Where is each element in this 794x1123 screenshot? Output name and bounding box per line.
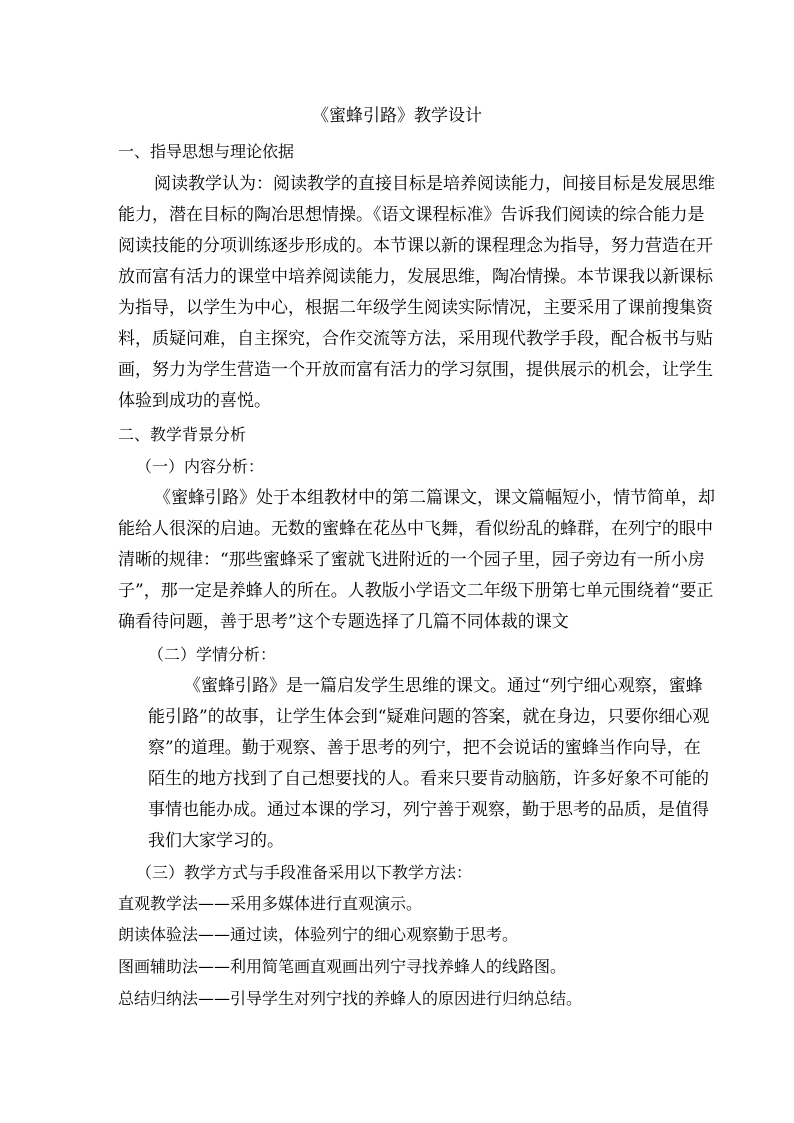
- paragraph-line: 陌生的地方找到了自己想要找的人。看来只要肯动脑筋，许多好象不可能的: [148, 769, 709, 789]
- paragraph-line: 体验到成功的喜悦。: [118, 391, 271, 411]
- subsection-heading: （三）教学方式与手段准备采用以下教学方法：: [136, 863, 473, 882]
- paragraph-line: 《蜜蜂引路》是一篇启发学生思维的课文。通过“列宁细心观察，蜜蜂: [184, 676, 703, 696]
- paragraph-line: 料，质疑问难，自主探究，合作交流等方法，采用现代教学手段，配合板书与贴: [118, 329, 713, 349]
- paragraph-line: 《蜜蜂引路》处于本组教材中的第二篇课文，课文篇幅短小，情节简单，却: [154, 488, 715, 508]
- section-heading: 二、教学背景分析: [118, 425, 247, 444]
- paragraph-line: 子”，那一定是养蜂人的所在。人教版小学语文二年级下册第七单元围绕着“要正: [118, 581, 714, 601]
- method-item: 图画辅助法——利用简笔画直观画出列宁寻找养蜂人的线路图。: [118, 957, 567, 976]
- document-title: 《蜜蜂引路》教学设计: [312, 106, 482, 126]
- paragraph-line: 能力，潜在目标的陶冶思想情操。《语文课程标准》告诉我们阅读的综合能力是: [118, 205, 705, 225]
- subsection-heading: （一）内容分析：: [136, 457, 265, 476]
- paragraph-line: 画，努力为学生营造一个开放而富有活力的学习氛围，提供展示的机会，让学生: [118, 360, 713, 380]
- paragraph-line: 事情也能办成。通过本课的学习，列宁善于观察，勤于思考的品质，是值得: [148, 800, 709, 820]
- paragraph-line: 清晰的规律：“那些蜜蜂采了蜜就飞进附近的一个园子里，园子旁边有一所小房: [118, 550, 705, 570]
- paragraph-line: 为指导，以学生为中心，根据二年级学生阅读实际情况，主要采用了课前搜集资: [118, 298, 713, 318]
- paragraph-line: 我们大家学习的。: [148, 831, 284, 851]
- paragraph-line: 确看待问题，善于思考”这个专题选择了几篇不同体裁的课文: [118, 612, 569, 632]
- section-heading: 一、指导思想与理论依据: [118, 142, 295, 161]
- paragraph-line: 阅读教学认为：阅读教学的直接目标是培养阅读能力，间接目标是发展思维: [154, 174, 715, 194]
- paragraph-line: 阅读技能的分项训练逐步形成的。本节课以新的课程理念为指导，努力营造在开: [118, 236, 713, 256]
- method-item: 总结归纳法——引导学生对列宁找的养蜂人的原因进行归纳总结。: [118, 989, 583, 1008]
- method-item: 朗读体验法——通过读，体验列宁的细心观察勤于思考。: [118, 925, 519, 944]
- paragraph-line: 能给人很深的启迪。无数的蜜蜂在花丛中飞舞，看似纷乱的蜂群，在列宁的眼中: [118, 519, 713, 539]
- paragraph-line: 能引路”的故事，让学生体会到“疑难问题的答案，就在身边，只要你细心观: [148, 707, 710, 727]
- paragraph-line: 察”的道理。勤于观察、善于思考的列宁，把不会说话的蜜蜂当作向导，在: [148, 738, 701, 758]
- subsection-heading: （二）学情分析：: [148, 645, 277, 664]
- method-item: 直观教学法——采用多媒体进行直观演示。: [118, 894, 423, 913]
- paragraph-line: 放而富有活力的课堂中培养阅读能力，发展思维，陶冶情操。本节课我以新课标: [118, 267, 713, 287]
